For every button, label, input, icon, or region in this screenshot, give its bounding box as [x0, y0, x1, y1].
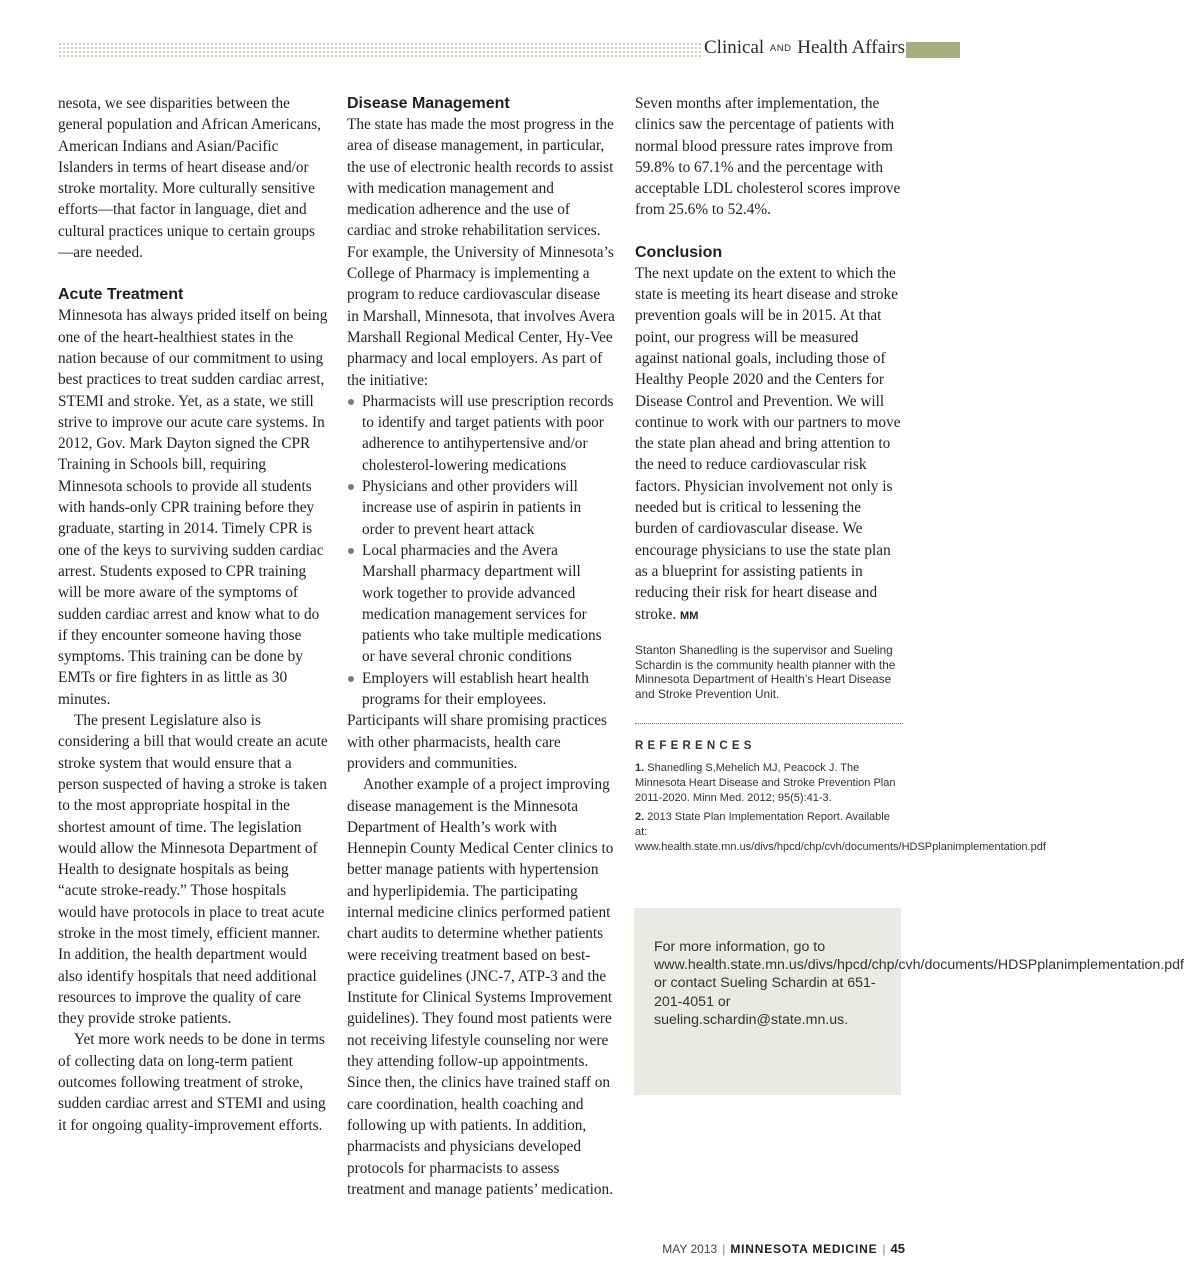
reference-item: [635, 810, 1046, 855]
col1-paragraph-1: nesota, we see disparities between the general population and African Americans, American Indians and Asian/Pacific Islanders in terms of heart disease and/or stroke mortality. More culturally sensitive efforts—that factor in language, diet and cultural practices unique to certain groups—are needed.: [58, 95, 321, 262]
footer-separator: |: [722, 1242, 726, 1256]
bullet-item: Physicians and other providers will increase use of aspirin in patients in order to prevent heart attack: [347, 476, 615, 540]
publication-name: MINNESOTA MEDICINE: [730, 1242, 878, 1256]
dotted-divider: [635, 723, 903, 724]
initiative-bullet-list: [347, 391, 615, 710]
page-number: 45: [890, 1241, 905, 1256]
acute-treatment-heading: Acute Treatment: [58, 286, 184, 304]
reference-number: 2.: [635, 811, 645, 824]
col1-paragraph-3: The present Legislature also is considering a bill that would create an acute stroke system that would ensure that a person suspected of having a stroke is taken to the most appropriate hospital in the shortest amount of time. The legislation would allow the Minnesota Department of Health to designate hospitals as being “acute stroke-ready.” Those hospitals would have protocols in place to treat acute stroke in the most timely, efficient manner. In addition, the health department would also identify hospitals that need additional resources to improve the quality of care they provide stroke patients.: [58, 712, 328, 1028]
col2-paragraph-1: The state has made the most progress in the area of disease management, in particular, the use of electronic health records to assist with medication management and medication adherence and the use of cardiac and stroke rehabilitation services. For example, the University of Minnesota’s College of Pharmacy is implementing a program to reduce cardiovascular disease in Marshall, Minnesota, that involves Avera Marshall Regional Medical Center, Hy-Vee pharmacy and local employers. As part of the initiative:: [347, 116, 615, 389]
bullet-item: Local pharmacies and the Avera Marshall pharmacy department will work together to provide advanced medication management services for patients who take multiple medications or have several chronic conditions: [347, 540, 615, 668]
column-2: [347, 93, 615, 1200]
column-1: [58, 93, 328, 1136]
footer-separator: |: [882, 1242, 886, 1256]
bullet-item: Employers will establish heart health programs for their employees.: [347, 668, 615, 711]
conclusion-heading: Conclusion: [635, 243, 723, 261]
more-info-text: For more information, go to www.health.state.mn.us/divs/hpcd/chp/cvh/documents/HDSPplanimplementation.pdf or contact Sueling Schardin at 651-201-4051 or sueling.schardin@state.mn.us.: [654, 939, 1184, 1028]
issue-date: MAY 2013: [662, 1242, 718, 1256]
col2-paragraph-3: Another example of a project improving disease management is the Minnesota Department of Health’s work with Hennepin County Medical Center clinics to better manage patients with hypertension and hyperlipidemia. The participating internal medicine clinics performed patient chart audits to determine whether patients were receiving treatment based on best-practice guidelines (JNC-7, ATP-3 and the Institute for Clinical Systems Improvement guidelines). They found most patients were not receiving lifestyle counseling nor were they attending follow-up appointments. Since then, the clinics have trained staff on care coordination, health coaching and following up with patients. In addition, pharmacists and physicians developed protocols for pharmacists to assess treatment and manage patients’ medication.: [347, 776, 614, 1198]
page-footer: [662, 1241, 905, 1256]
author-bio: Stanton Shanedling is the supervisor and Sueling Schardin is the community health planner with the Minnesota Department of Health’s Heart Disease and Stroke Prevention Unit.: [635, 642, 896, 702]
reference-text: 2013 State Plan Implementation Report. Available at: www.health.state.mn.us/divs/hpcd/chp/cvh/documents/HDSPplanimplementation.pdf: [635, 811, 1046, 854]
references-heading: REFERENCES: [635, 740, 756, 753]
section-title-and: AND: [769, 43, 792, 54]
col2-paragraph-2: Participants will share promising practices with other pharmacists, health care providers and communities.: [347, 712, 607, 772]
col3-paragraph-1: Seven months after implementation, the clinics saw the percentage of patients with normal blood pressure rates improve from 59.8% to 67.1% and the percentage with acceptable LDL cholesterol scores improve from 25.6% to 52.4%.: [635, 95, 901, 219]
section-title: [704, 37, 905, 59]
col1-paragraph-4: Yet more work needs to be done in terms of collecting data on long-term patient outcomes following treatment of stroke, sudden cardiac arrest and STEMI and using it for ongoing quality-improvement efforts.: [58, 1031, 326, 1134]
header-accent-bar: [906, 42, 960, 58]
section-title-part2: Health Affairs: [797, 37, 906, 58]
section-title-part1: Clinical: [704, 37, 765, 58]
more-info-box: [634, 908, 1184, 1095]
reference-number: 1.: [635, 762, 645, 775]
conclusion-text: The next update on the extent to which the state is meeting its heart disease and stroke prevention goals will be in 2015. At that point, our progress will be measured against national goals, including those of Healthy People 2020 and the Centers for Disease Control and Prevention. We will continue to work with our partners to move the state plan ahead and bring attention to the need to reduce cardiovascular risk factors. Physician involvement not only is needed but is critical to lessening the burden of cardiovascular disease. We encourage physicians to use the state plan as a blueprint for assisting patients in reducing their risk for heart disease and stroke.: [635, 264, 901, 623]
reference-item: [635, 761, 903, 806]
bullet-item: Pharmacists will use prescription records to identify and target patients with poor adherence to antihypertensive and/or cholesterol-lowering medications: [347, 391, 615, 476]
column-3: [635, 93, 1046, 855]
reference-text: Shanedling S,Mehelich MJ, Peacock J. The Minnesota Heart Disease and Stroke Prevention Plan 2011-2020. Minn Med. 2012; 95(5):41-3.: [635, 762, 896, 805]
header-dot-pattern: [58, 42, 701, 58]
col3-paragraph-2: [635, 263, 903, 627]
disease-management-heading: Disease Management: [347, 95, 510, 112]
end-mark: MM: [680, 609, 699, 622]
col1-paragraph-2: Minnesota has always prided itself on being one of the heart-healthiest states in the nation because of our commitment to using best practices to treat sudden cardiac arrest, STEMI and stroke. Yet, as a state, we still strive to improve our acute care systems. In 2012, Gov. Mark Dayton signed the CPR Training in Schools bill, requiring Minnesota schools to provide all students with hands-only CPR training before they graduate, starting in 2014. Timely CPR is one of the keys to surviving sudden cardiac arrest. Students exposed to CPR training will be more aware of the symptoms of sudden cardiac arrest and know what to do if they encounter someone having those symptoms. This training can be done by EMTs or fire fighters in as little as 30 minutes.: [58, 307, 328, 708]
